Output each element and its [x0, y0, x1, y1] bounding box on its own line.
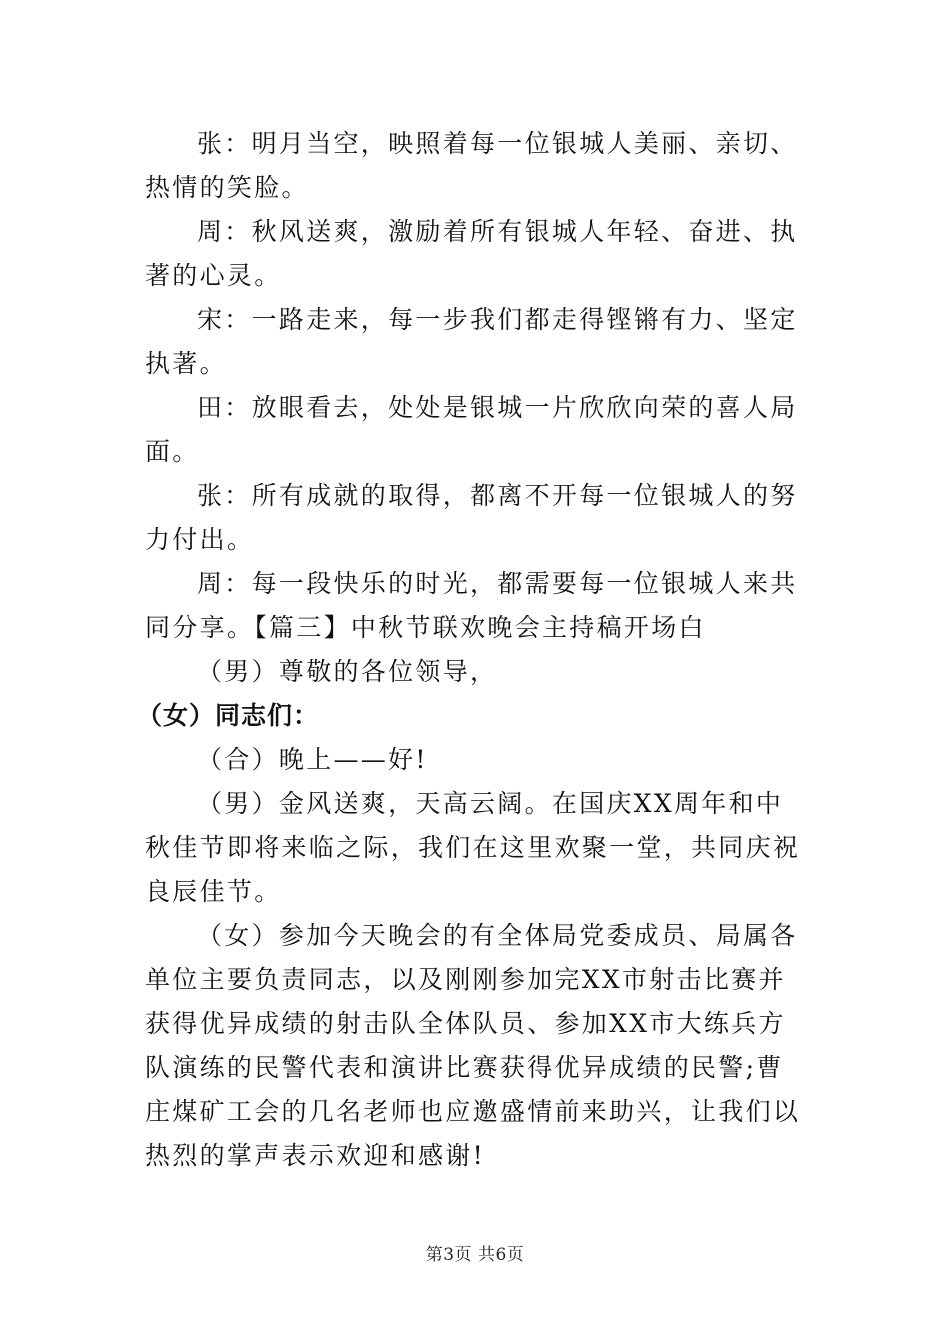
paragraph: 周：每一段快乐的时光，都需要每一位银城人来共同分享。【篇三】中秋节联欢晚会主持稿开场白 [145, 569, 798, 642]
paragraph: 张：所有成就的取得，都离不开每一位银城人的努力付出。 [145, 481, 798, 554]
paragraph: 宋：一路走来，每一步我们都走得铿锵有力、坚定执著。 [145, 305, 798, 378]
paragraph: （女）参加今天晚会的有全体局党委成员、局属各单位主要负责同志，以及刚刚参加完XX市射击比赛并获得优异成绩的射击队全体队员、参加XX市大练兵方队演练的民警代表和演讲比赛获得优异成绩的民警;曹庄煤矿工会的几名老师也应邀盛情前来助兴，让我们以热烈的掌声表示欢迎和感谢! [145, 921, 801, 1170]
paragraph: 张：明月当空，映照着每一位银城人美丽、亲切、热情的笑脸。 [145, 129, 798, 202]
paragraph: （男）金风送爽，天高云阔。在国庆XX周年和中秋佳节即将来临之际，我们在这里欢聚一堂，共同庆祝良辰佳节。 [145, 789, 801, 906]
section-heading: （女）同志们： [137, 701, 320, 730]
page-footer: 第3页 共6页 [425, 1245, 525, 1265]
paragraph: 田：放眼看去，处处是银城一片欣欣向荣的喜人局面。 [145, 393, 798, 466]
paragraph: （合）晚上——好! [197, 745, 428, 774]
paragraph: 周：秋风送爽，激励着所有银城人年轻、奋进、执著的心灵。 [145, 217, 798, 290]
paragraph: （男）尊敬的各位领导， [197, 657, 498, 686]
document-body [137, 122, 810, 1178]
